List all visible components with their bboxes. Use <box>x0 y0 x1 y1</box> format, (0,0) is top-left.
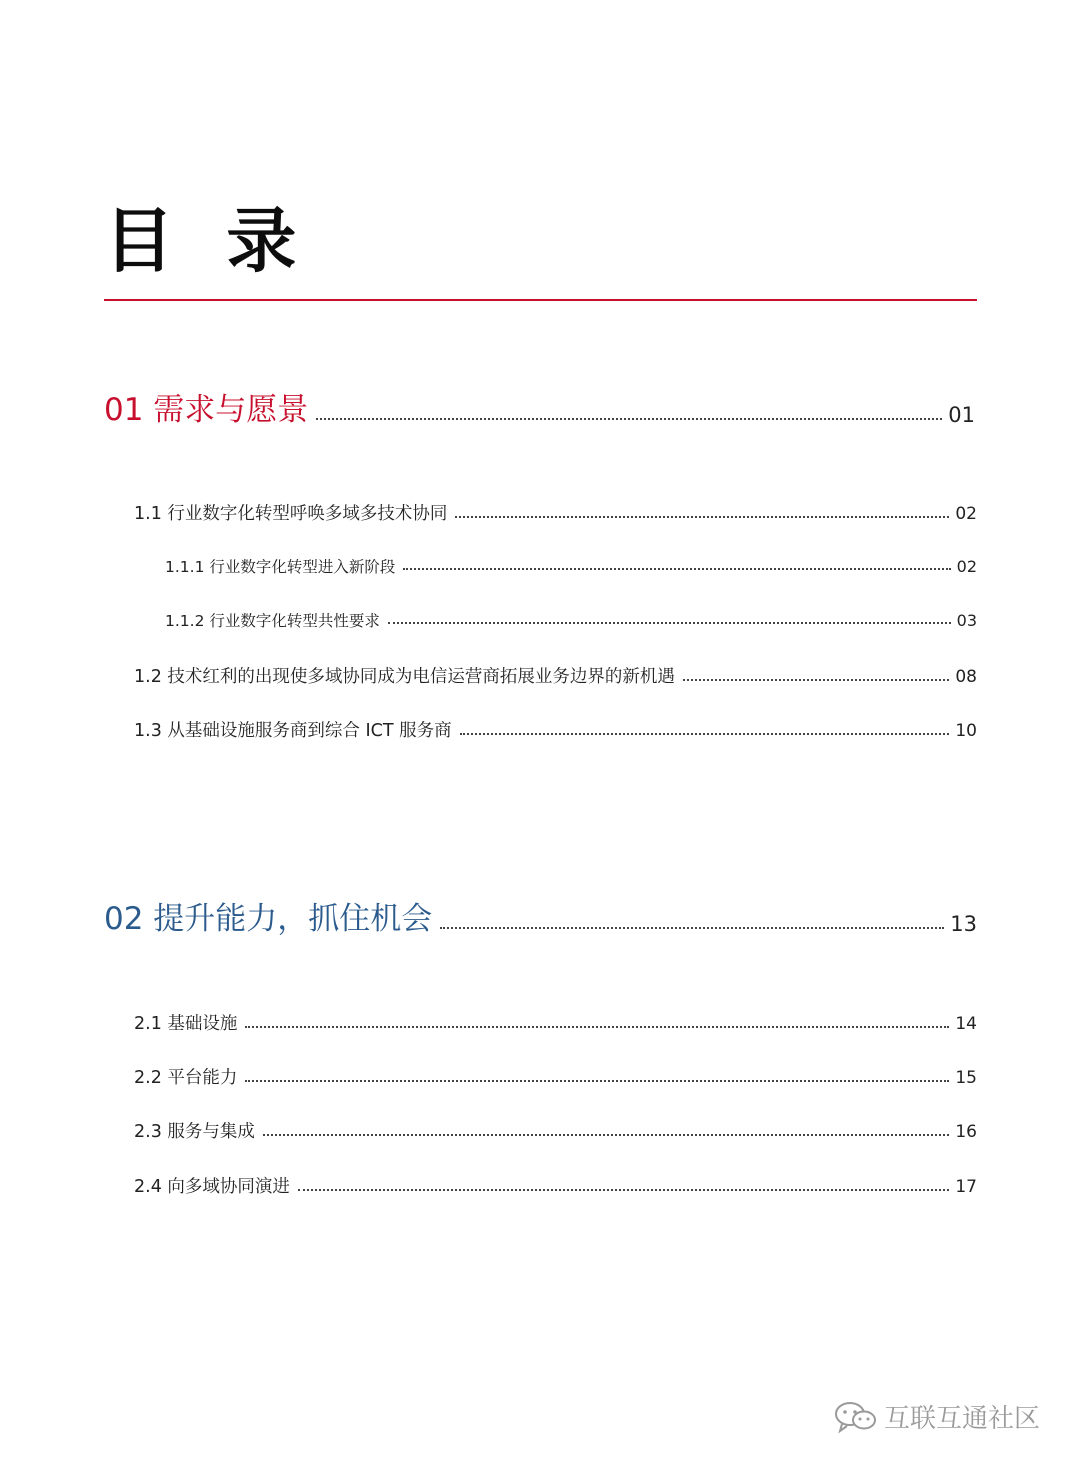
page-number: 17 <box>955 1177 977 1197</box>
page-number: 03 <box>956 611 977 630</box>
entry-title: 2.3 服务与集成 <box>134 1122 255 1142</box>
toc-entry-1-2[interactable] <box>134 666 977 688</box>
title-divider <box>104 299 977 301</box>
page-number: 16 <box>955 1122 977 1142</box>
dot-leader <box>245 1026 949 1028</box>
wechat-icon <box>834 1400 878 1434</box>
dot-leader <box>683 679 949 681</box>
page-number: 01 <box>948 403 975 427</box>
page-number: 02 <box>955 504 977 524</box>
entry-title: 1.2 技术红利的出现使多域协同成为电信运营商拓展业务边界的新机遇 <box>134 667 675 687</box>
entry-title: 2.2 平台能力 <box>134 1068 238 1088</box>
page-number: 14 <box>955 1014 977 1034</box>
watermark <box>834 1398 1040 1435</box>
dot-leader <box>455 516 949 518</box>
dot-leader <box>316 418 942 420</box>
entry-title: 1.3 从基础设施服务商到综合 ICT 服务商 <box>134 721 452 741</box>
toc-entry-1-1-1[interactable] <box>165 557 977 577</box>
toc-entry-1-1[interactable] <box>134 503 977 525</box>
dot-leader <box>388 622 951 624</box>
entry-title: 1.1 行业数字化转型呼唤多域多技术协同 <box>134 504 448 524</box>
dot-leader <box>440 927 944 929</box>
toc-entry-1-3[interactable] <box>134 720 977 742</box>
toc-entry-2-1[interactable] <box>134 1013 977 1035</box>
toc-entry-1-1-2[interactable] <box>165 611 977 631</box>
page-number: 13 <box>950 912 977 936</box>
entry-title: 1.1.1 行业数字化转型进入新阶段 <box>165 558 396 576</box>
dot-leader <box>298 1189 949 1191</box>
dot-leader <box>263 1134 949 1136</box>
dot-leader <box>403 568 950 570</box>
toc-entry-2-3[interactable] <box>134 1121 977 1143</box>
toc-entry-2-4[interactable] <box>134 1176 977 1198</box>
dot-leader <box>245 1080 949 1082</box>
chapter-title: 02 提升能力，抓住机会 <box>104 901 433 937</box>
page-title: 目 录 <box>104 200 311 282</box>
toc-chapter-02[interactable] <box>104 901 977 937</box>
entry-title: 2.1 基础设施 <box>134 1014 238 1034</box>
watermark-text: 互联互通社区 <box>884 1404 1041 1434</box>
page-number: 15 <box>955 1068 977 1088</box>
chapter-title: 01 需求与愿景 <box>104 392 309 428</box>
page-number: 08 <box>955 667 977 687</box>
dot-leader <box>460 733 950 735</box>
toc-entry-2-2[interactable] <box>134 1067 977 1089</box>
toc-chapter-01[interactable] <box>104 392 975 428</box>
entry-title: 2.4 向多域协同演进 <box>134 1177 290 1197</box>
page-number: 10 <box>955 721 977 741</box>
entry-title: 1.1.2 行业数字化转型共性要求 <box>165 612 380 630</box>
page-number: 02 <box>956 557 977 576</box>
